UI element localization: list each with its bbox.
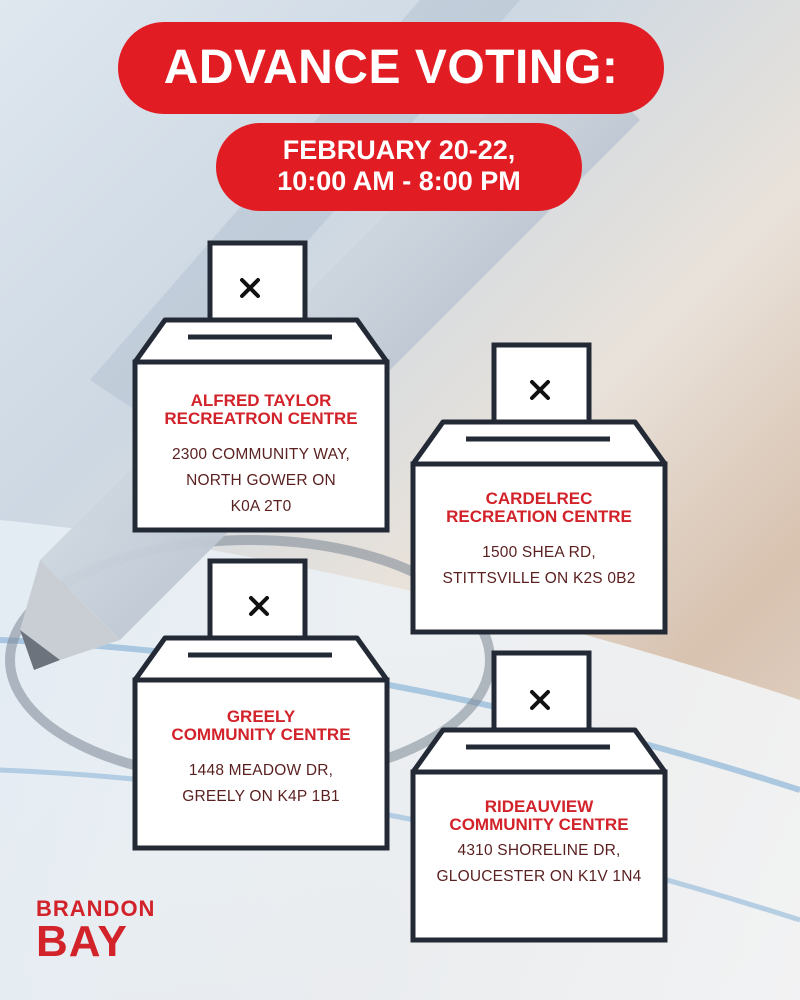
location-address: 1500 SHEA RD, STITTSVILLE ON K2S 0B2: [442, 544, 636, 587]
brandon-bay-logo: [36, 898, 155, 964]
location-name: RIDEAUVIEW COMMUNITY CENTRE: [449, 797, 629, 834]
location-name: CARDELREC RECREATION CENTRE: [446, 489, 632, 526]
location-address: 4310 SHORELINE DR, GLOUCESTER ON K1V 1N4: [436, 842, 642, 885]
ballot-box-rideauview: [410, 650, 668, 944]
title-text: ADVANCE VOTING:: [163, 41, 619, 94]
logo-line-1: BRANDON: [36, 896, 156, 921]
location-address: 1448 MEADOW DR, GREELY ON K4P 1B1: [182, 762, 340, 805]
logo-line-2: BAY: [36, 917, 128, 966]
date-banner: [216, 123, 582, 211]
ballot-box-cardelrec: [410, 342, 668, 636]
ballot-box-alfred-taylor: [132, 240, 390, 534]
title-banner: [118, 22, 664, 114]
ballot-box-greely: [132, 558, 390, 852]
time-range-text: 10:00 AM - 8:00 PM: [277, 166, 521, 196]
date-range-text: FEBRUARY 20-22,: [282, 135, 516, 165]
location-name: GREELY COMMUNITY CENTRE: [171, 707, 351, 744]
location-address: 2300 COMMUNITY WAY, NORTH GOWER ON K0A 2T0: [171, 446, 351, 515]
location-name: ALFRED TAYLOR RECREATRON CENTRE: [164, 391, 358, 428]
